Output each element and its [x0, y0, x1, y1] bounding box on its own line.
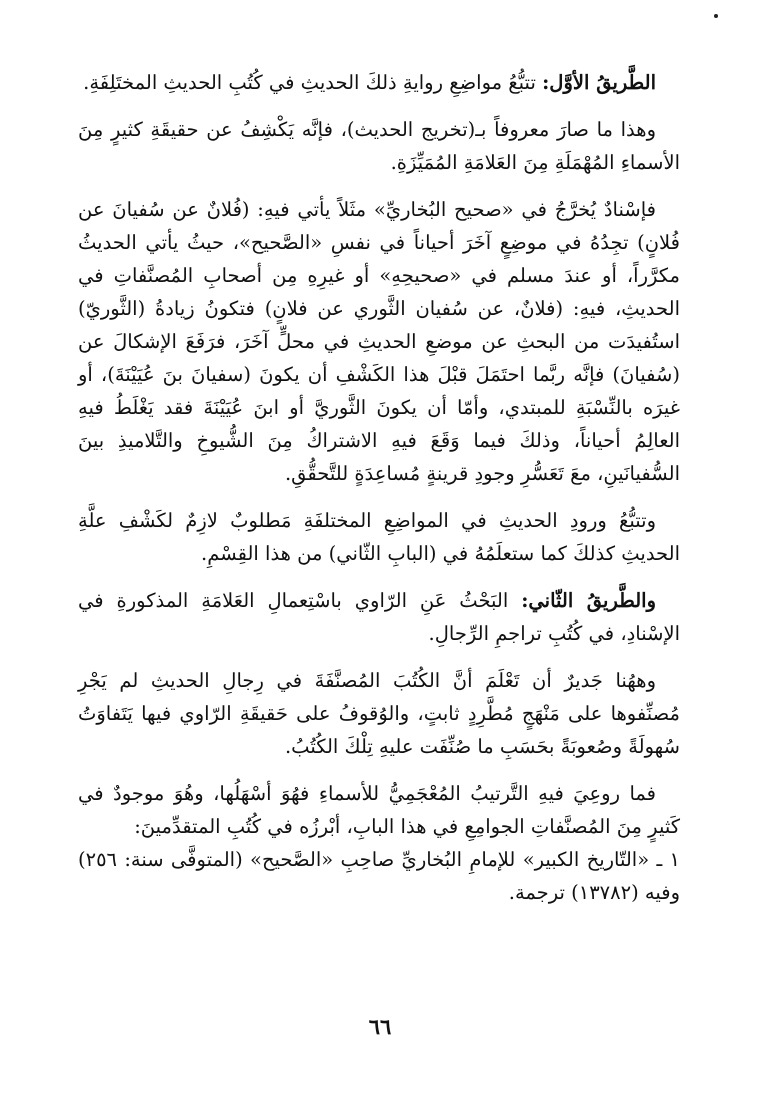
- second-method-text: البَحْثُ عَنِ الرّاوي باسْتِعمالِ العَلامَةِ المذكورةِ في الإسْنادِ، في كُتُبِ تراجمِ الرِّجالِ.: [78, 589, 680, 645]
- example-text: فإسْنادٌ يُخرَّجُ في «صحيح البُخاريِّ» مثَلاً يأتي فيهِ: (فُلانٌ عن سُفيانَ عن فُلانٍ) تجِدُهُ في موضِعٍ آخَرَ أحياناً في نفسِ «الصَّحيح»، حيثُ يأتي الحديثُ مكرَّراً، أو عندَ مسلم في «صحيحِهِ» أو غيرِهِ مِن أصحابِ المُصنَّفاتِ في الحديثِ، فيهِ: (فلانٌ، عن سُفيان الثَّوري عن فلانٍ) فتكونُ زيادةُ (الثَّوريّ) استُفيدَت من البحثِ عن موضعِ الحديثِ في محلٍّ آخَرَ، فرَفَعَ الإشكالَ عن (سُفيانَ) فإنَّه ربَّما احتَمَلَ قبْلَ هذا الكَشْفِ أن يكونَ (سفيانَ بنَ عُيَيْنَةَ)، أو غيرَه بالنِّسْبَةِ للمبتدي، وأمّا أن يكونَ الثَّوريَّ أو ابنَ عُيَيْنَةَ فقد يَغْلَطُ فيهِ العالِمُ أحياناً، وذلكَ فيما وَقَعَ فيهِ الاشتراكُ مِنَ الشُّيوخِ والتَّلاميذِ بينَ السُّفيانَينِ، معَ تَعَسُّرِ وجودِ قرينةٍ مُساعِدَةٍ للتَّحقُّقِ.: [78, 198, 680, 485]
- corner-mark: [714, 14, 718, 18]
- list-item-tarikh-kabir: [78, 843, 680, 909]
- first-method-heading: الطَّريقُ الأوَّل:: [542, 71, 656, 94]
- paragraph-first-method: [78, 66, 680, 99]
- paragraph-example: [78, 193, 680, 490]
- paragraph-illah: [78, 504, 680, 570]
- paragraph-second-method: [78, 584, 680, 650]
- alphabetical-text: فما روعِيَ فيهِ التَّرتيبُ المُعْجَمِيُّ للأسماءِ فهُوَ أسْهَلُها، وهُوَ موجودٌ في كَثيرٍ مِنَ المُصنَّفاتِ الجوامِعِ في هذا البابِ، أبْرزُه في كُتُبِ المتقدِّمينَ:: [78, 782, 680, 838]
- page-body: [78, 66, 680, 909]
- takhrij-text: وهذا ما صارَ معروفاً بـ(تخريج الحديث)، فإنَّه يَكْشِفُ عن حقيقَةِ كثيرٍ مِنَ الأسماءِ المُهْمَلَةِ مِنَ العَلامَةِ المُمَيِّزَةِ.: [78, 118, 680, 174]
- paragraph-alphabetical: [78, 777, 680, 843]
- second-method-heading: والطَّريقُ الثّاني:: [521, 589, 656, 612]
- paragraph-rijal-books: [78, 664, 680, 763]
- rijal-books-text: وههُنا جَديرٌ أن تَعْلَمَ أنَّ الكُتُبَ المُصنَّفَةَ في رِجالِ الحديثِ لم يَجْرِ مُصنِّفوها على مَنْهَجٍ مُطَّرِدٍ ثابتٍ، والوُقوفُ على حَقيقَةِ الرّاوي فيها يَتَفاوَتُ سُهولَةً وصُعوبَةً بحَسَبِ ما صُنِّفَت عليهِ تِلْكَ الكُتُبُ.: [78, 669, 680, 758]
- page-number: ٦٦: [368, 1014, 392, 1039]
- paragraph-takhrij: [78, 113, 680, 179]
- first-method-text: تتبُّعُ مواضِعِ روايةِ ذلكَ الحديثِ في كُتُبِ الحديثِ المختَلِفَةِ.: [83, 71, 543, 94]
- tarikh-kabir-text: ١ ـ «التّاريخ الكبير» للإمامِ البُخاريِّ صاحِبِ «الصَّحيح» (المتوفَّى سنة: ٢٥٦) وفيه (١٣٧٨٢) ترجمة.: [78, 848, 680, 904]
- illah-text: وتتبُّعُ ورودِ الحديثِ في المواضِعِ المختلفَةِ مَطلوبٌ لازِمٌ لكَشْفِ علَّةِ الحديثِ كذلكَ كما ستعلَمُهُ في (البابِ الثّاني) من هذا القِسْمِ.: [78, 509, 680, 565]
